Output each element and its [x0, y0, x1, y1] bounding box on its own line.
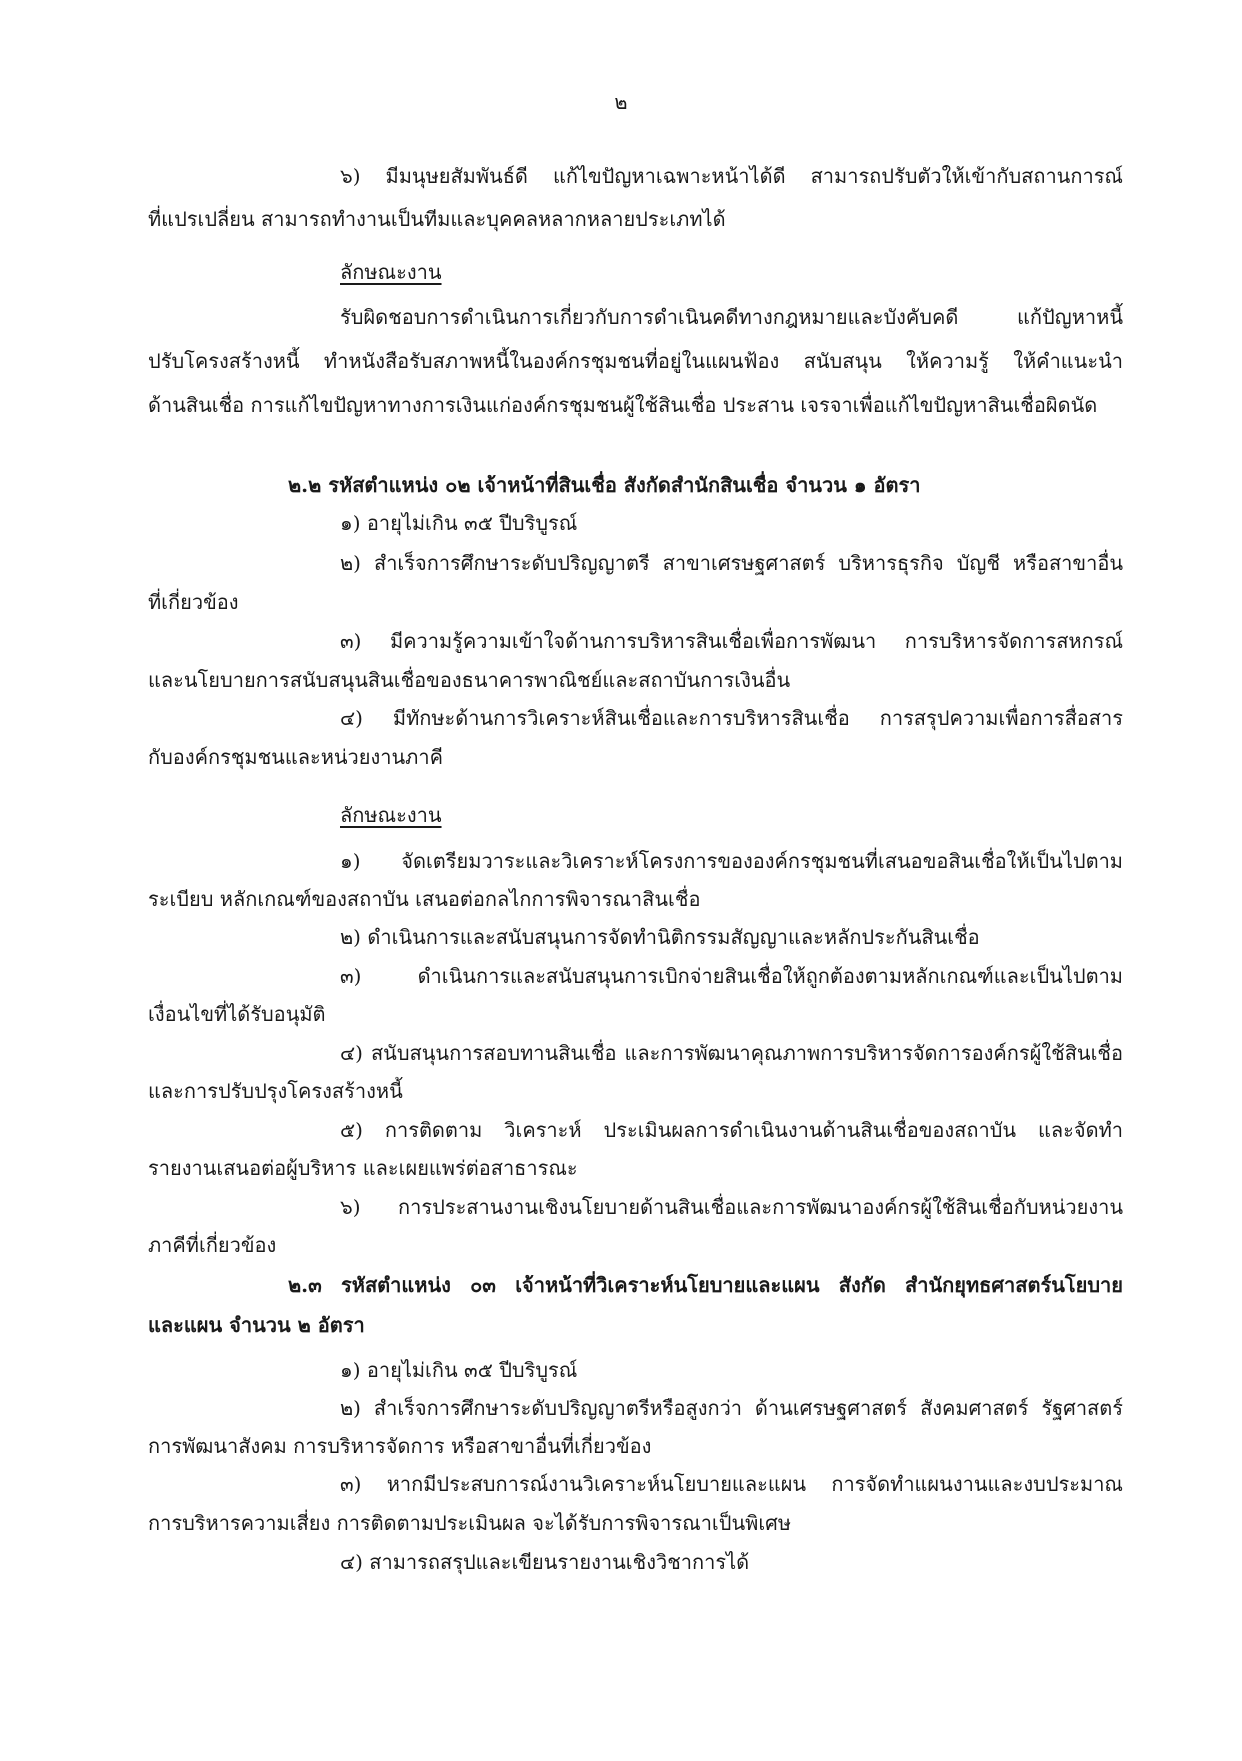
sec23-qualification-3-line-1: ๓) หากมีประสบการณ์งานวิเคราะห์นโยบายและแผน การจัดทำแผนงานและงบประมาณ: [340, 1472, 1123, 1496]
job-description-heading-1: ลักษณะงาน: [340, 260, 442, 284]
sec22-job-6-line-1: ๖) การประสานงานเชิงนโยบายด้านสินเชื่อและการพัฒนาองค์กรผู้ใช้สินเชื่อกับหน่วยงาน: [340, 1195, 1123, 1219]
sec22-qualification-1: ๑) อายุไม่เกิน ๓๕ ปีบริบูรณ์: [340, 511, 578, 535]
page-number: ๒: [614, 90, 628, 114]
sec23-qualification-4: ๔) สามารถสรุปและเขียนรายงานเชิงวิชาการได้: [340, 1550, 750, 1574]
sec22-qualification-2-line-1: ๒) สำเร็จการศึกษาระดับปริญญาตรี สาขาเศรษฐศาสตร์ บริหารธุรกิจ บัญชี หรือสาขาอื่น: [340, 551, 1123, 575]
sec22-job-6-line-2: ภาคีที่เกี่ยวข้อง: [148, 1233, 277, 1257]
sec22-qualification-4-line-1: ๔) มีทักษะด้านการวิเคราะห์สินเชื่อและการบริหารสินเชื่อ การสรุปความเพื่อการสื่อสาร: [340, 706, 1123, 730]
sec23-qualification-2-line-2: การพัฒนาสังคม การบริหารจัดการ หรือสาขาอื่นที่เกี่ยวข้อง: [148, 1434, 652, 1458]
sec22-qualification-2-line-2: ที่เกี่ยวข้อง: [148, 590, 239, 614]
sec22-job-3-line-1: ๓) ดำเนินการและสนับสนุนการเบิกจ่ายสินเชื่อให้ถูกต้องตามหลักเกณฑ์และเป็นไปตาม: [340, 964, 1123, 988]
sec22-job-1-line-2: ระเบียบ หลักเกณฑ์ของสถาบัน เสนอต่อกลไกการพิจารณาสินเชื่อ: [148, 887, 701, 911]
sec22-qualification-3-line-1: ๓) มีความรู้ความเข้าใจด้านการบริหารสินเชื่อเพื่อการพัฒนา การบริหารจัดการสหกรณ์: [340, 629, 1123, 653]
section-2-2-heading: ๒.๒ รหัสตำแหน่ง ๐๒ เจ้าหน้าที่สินเชื่อ สังกัดสำนักสินเชื่อ จำนวน ๑ อัตรา: [288, 473, 921, 497]
sec22-qualification-4-line-2: กับองค์กรชุมชนและหน่วยงานภาคี: [148, 745, 443, 769]
sec22-job-3-line-2: เงื่อนไขที่ได้รับอนุมัติ: [148, 1002, 326, 1026]
sec23-qualification-1: ๑) อายุไม่เกิน ๓๕ ปีบริบูรณ์: [340, 1358, 578, 1382]
sec22-job-2: ๒) ดำเนินการและสนับสนุนการจัดทำนิติกรรมสัญญาและหลักประกันสินเชื่อ: [340, 925, 980, 949]
sec22-job-4-line-1: ๔) สนับสนุนการสอบทานสินเชื่อ และการพัฒนาคุณภาพการบริหารจัดการองค์กรผู้ใช้สินเชื่อ: [340, 1041, 1123, 1065]
job-description-1-line-3: ด้านสินเชื่อ การแก้ไขปัญหาทางการเงินแก่องค์กรชุมชนผู้ใช้สินเชื่อ ประสาน เจรจาเพื่อแก้ไขปัญหาสินเชื่อผิดนัด: [148, 393, 1098, 417]
sec22-job-5-line-2: รายงานเสนอต่อผู้บริหาร และเผยแพร่ต่อสาธารณะ: [148, 1156, 578, 1180]
section-2-3-heading-line-2: และแผน จำนวน ๒ อัตรา: [148, 1313, 365, 1337]
sec22-job-4-line-2: และการปรับปรุงโครงสร้างหนี้: [148, 1079, 403, 1103]
section-2-3-heading-line-1: ๒.๓ รหัสตำแหน่ง ๐๓ เจ้าหน้าที่วิเคราะห์นโยบายและแผน สังกัด สำนักยุทธศาสตร์นโยบาย: [288, 1273, 1123, 1297]
job-description-heading-2: ลักษณะงาน: [340, 803, 442, 827]
qualification-6-line-1: ๖) มีมนุษยสัมพันธ์ดี แก้ไขปัญหาเฉพาะหน้าได้ดี สามารถปรับตัวให้เข้ากับสถานการณ์: [340, 164, 1123, 188]
sec22-qualification-3-line-2: และนโยบายการสนับสนุนสินเชื่อของธนาคารพาณิชย์และสถาบันการเงินอื่น: [148, 668, 791, 692]
job-description-1-line-2: ปรับโครงสร้างหนี้ ทำหนังสือรับสภาพหนี้ในองค์กรชุมชนที่อยู่ในแผนฟ้อง สนับสนุน ให้ความรู้ ให้คำแนะนำ: [148, 349, 1123, 373]
sec23-qualification-3-line-2: การบริหารความเสี่ยง การติดตามประเมินผล จะได้รับการพิจารณาเป็นพิเศษ: [148, 1511, 792, 1535]
qualification-6-line-2: ที่แปรเปลี่ยน สามารถทำงานเป็นทีมและบุคคลหลากหลายประเภทได้: [148, 207, 726, 231]
sec22-job-5-line-1: ๕) การติดตาม วิเคราะห์ ประเมินผลการดำเนินงานด้านสินเชื่อของสถาบัน และจัดทำ: [340, 1118, 1123, 1142]
sec23-qualification-2-line-1: ๒) สำเร็จการศึกษาระดับปริญญาตรีหรือสูงกว่า ด้านเศรษฐศาสตร์ สังคมศาสตร์ รัฐศาสตร์: [340, 1396, 1123, 1420]
sec22-job-1-line-1: ๑) จัดเตรียมวาระและวิเคราะห์โครงการขององค์กรชุมชนที่เสนอขอสินเชื่อให้เป็นไปตาม: [340, 849, 1123, 873]
job-description-1-line-1: รับผิดชอบการดำเนินการเกี่ยวกับการดำเนินคดีทางกฎหมายและบังคับคดี แก้ปัญหาหนี้: [340, 305, 1123, 329]
